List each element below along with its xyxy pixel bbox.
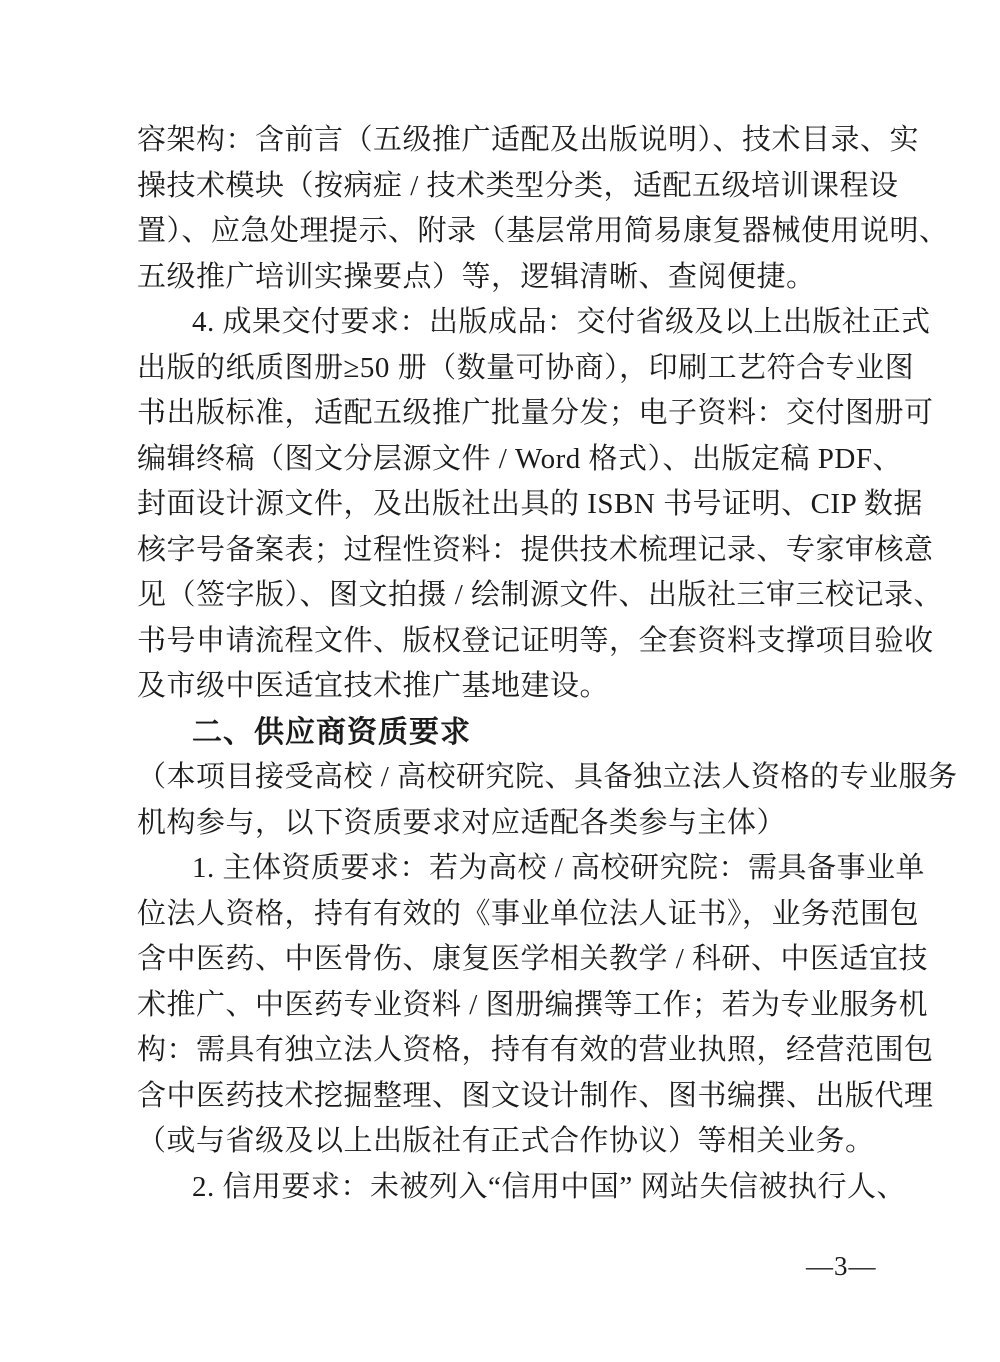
paragraph-eligibility-note [137,755,958,846]
text-line: 构：需具有独立法人资格，持有有效的营业执照，经营范围包 [137,1034,934,1066]
text-line: 1. 主体资质要求：若为高校 / 高校研究院：需具备事业单 [192,852,926,884]
text-line: 机构参与，以下资质要求对应适配各类参与主体） [137,806,787,839]
text-line: 置）、应急处理提示、附录（基层常用简易康复器械使用说明、 [137,215,949,247]
text-line: 容架构：含前言（五级推广适配及出版说明）、技术目录、实 [137,124,920,156]
text-line: 五级推广培训实操要点）等，逻辑清晰、查阅便捷。 [137,260,816,293]
text-line: 及市级中医适宜技术推广基地建设。 [137,670,610,702]
text-line: 见（签字版）、图文拍摄 / 绘制源文件、出版社三审三校记录、 [137,579,944,611]
text-line: 核字号备案表；过程性资料：提供技术梳理记录、专家审核意 [137,533,934,566]
page-number: —3— [806,1251,877,1281]
text-line: 4. 成果交付要求：出版成品：交付省级及以上出版社正式 [192,306,931,338]
text-line: 位法人资格，持有有效的《事业单位法人证书》，业务范围包 [137,897,920,930]
paragraph-qualification-requirements [137,846,934,1165]
text-line: 含中医药、中医骨伤、康复医学相关教学 / 科研、中医适宜技 [137,943,929,975]
document-text-block [137,118,958,1210]
paragraph-deliverables [137,300,944,710]
text-line: 封面设计源文件，及出版社出具的 ISBN 书号证明、CIP 数据 [137,488,923,520]
text-line: 含中医药技术挖掘整理、图文设计制作、图书编撰、出版代理 [137,1079,934,1112]
text-line: 操技术模块（按病症 / 技术类型分类，适配五级培训课程设 [137,169,899,202]
text-line: 编辑终稿（图文分层源文件 / Word 格式）、出版定稿 PDF、 [137,442,902,475]
text-line: 术推广、中医药专业资料 / 图册编撰等工作；若为专业服务机 [137,988,929,1021]
text-line: （本项目接受高校 / 高校研究院、具备独立法人资格的专业服务 [137,761,958,793]
text-line: 书号申请流程文件、版权登记证明等，全套资料支撑项目验收 [137,624,934,657]
paragraph-credit-requirements [137,1165,907,1211]
text-line: 2. 信用要求：未被列入“信用中国” 网站失信被执行人、 [192,1170,906,1203]
text-line: 出版的纸质图册≥50 册（数量可协商），印刷工艺符合专业图 [137,351,915,384]
text-line: （或与省级及以上出版社有正式合作协议）等相关业务。 [137,1125,875,1157]
paragraph-content-structure [137,118,949,300]
text-line: 书出版标准，适配五级推广批量分发；电子资料：交付图册可 [137,397,934,429]
section-heading: 二、供应商资质要求 [192,715,471,749]
